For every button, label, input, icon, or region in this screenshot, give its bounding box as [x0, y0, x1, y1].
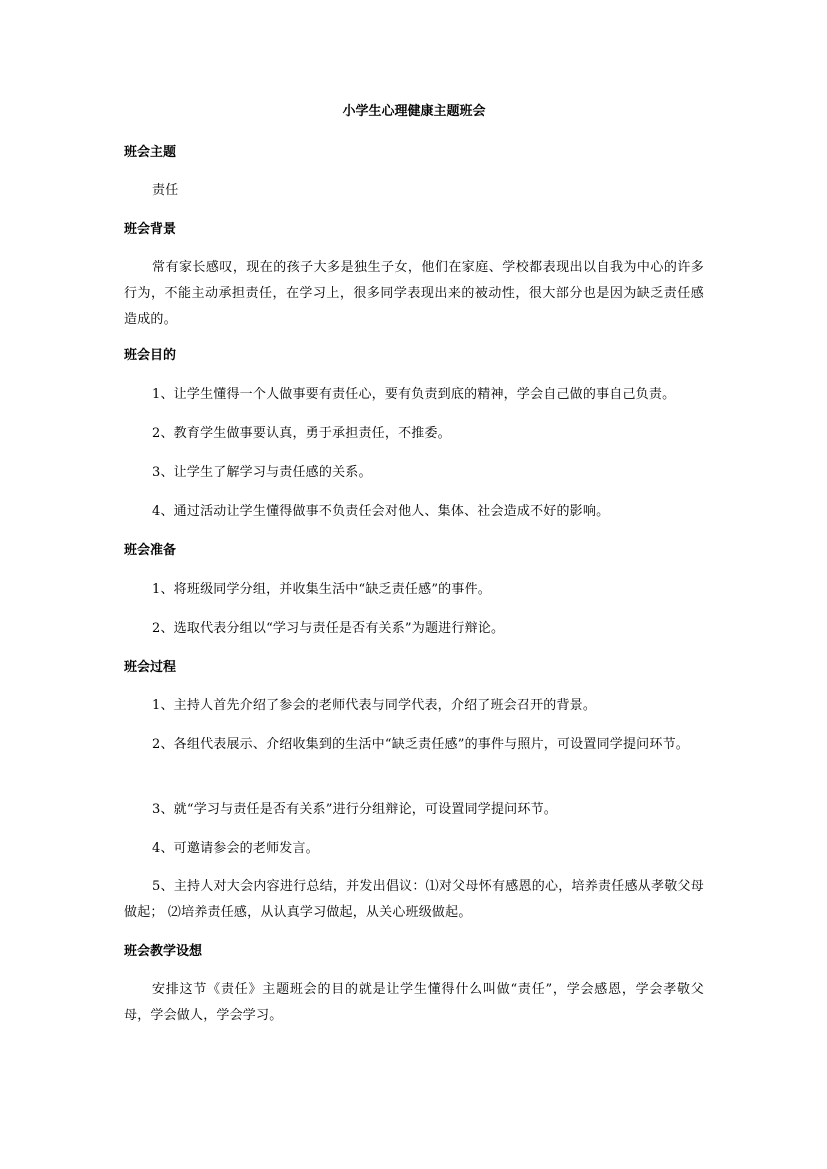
section-heading-design: 班会教学设想: [124, 944, 203, 959]
process-item-2: 2、各组代表展示、介绍收集到的生活中“缺乏责任感”的事件与照片，可设置同学提问环节。: [152, 737, 689, 752]
preparation-item-1: 1、将班级同学分组，并收集生活中“缺乏责任感”的事件。: [152, 582, 491, 597]
preparation-item-2: 2、选取代表分组以“学习与责任是否有关系”为题进行辩论。: [152, 621, 505, 636]
process-item-4: 4、可邀请参会的老师发言。: [152, 841, 319, 856]
process-item-5: 5、主持人对大会内容进行总结，并发出倡议：⑴对父母怀有感恩的心，培养责任感从孝敬父母做起； ⑵培养责任感，从认真学习做起，从关心班级做起。: [124, 879, 704, 920]
background-paragraph: 常有家长感叹，现在的孩子大多是独生子女，他们在家庭、学校都表现出以自我为中心的许多行为，不能主动承担责任，在学习上，很多同学表现出来的被动性，很大部分也是因为缺乏责任感造成的。: [124, 260, 704, 327]
section-heading-background: 班会背景: [124, 222, 177, 237]
goal-item-2: 2、教育学生做事要认真，勇于承担责任，不推委。: [152, 426, 451, 441]
goal-item-1: 1、让学生懂得一个人做事要有责任心，要有负责到底的精神，学会自己做的事自己负责。: [152, 387, 676, 402]
section-heading-goals: 班会目的: [124, 348, 177, 363]
section-heading-theme: 班会主题: [124, 145, 177, 160]
section-heading-preparation: 班会准备: [124, 543, 177, 558]
goal-item-3: 3、让学生了解学习与责任感的关系。: [152, 465, 372, 480]
goal-item-4: 4、通过活动让学生懂得做事不负责任会对他人、集体、社会造成不好的影响。: [152, 504, 610, 519]
theme-paragraph: 责任: [152, 183, 179, 198]
design-paragraph: 安排这节《责任》主题班会的目的就是让学生懂得什么叫做“责任”，学会感恩，学会孝敬父母，学会做人，学会学习。: [124, 982, 704, 1023]
process-item-3: 3、就“学习与责任是否有关系”进行分组辩论，可设置同学提问环节。: [152, 802, 557, 817]
process-item-1: 1、主持人首先介绍了参会的老师代表与同学代表，介绍了班会召开的背景。: [152, 698, 597, 713]
section-heading-process: 班会过程: [124, 660, 177, 675]
document-title: 小学生心理健康主题班会: [342, 104, 486, 119]
